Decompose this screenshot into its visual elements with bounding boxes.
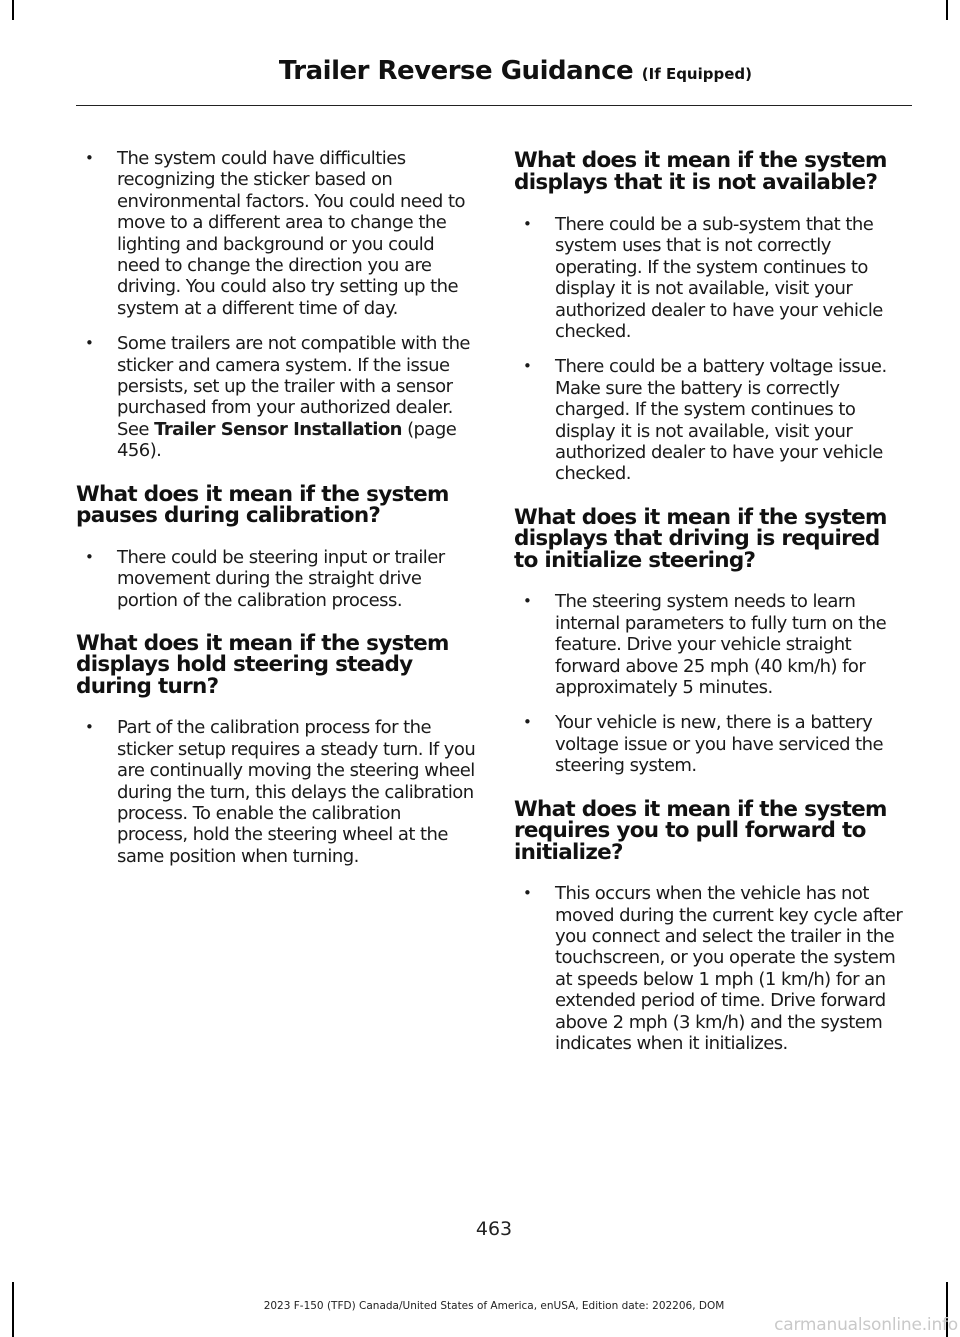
bullet-item: • There could be a battery voltage issue. Make sure the battery is correctly charged. If the system continues to display it is not available, visit your authorized dealer to have your vehicle checked. (514, 356, 910, 484)
bullet-item: • Your vehicle is new, there is a battery voltage issue or you have serviced the steering system. (514, 712, 910, 776)
crop-mark-top-right (946, 0, 948, 20)
cross-reference-link[interactable]: Trailer Sensor Installation (154, 418, 402, 440)
bullet-item: • There could be steering input or trailer movement during the straight drive portion of the calibration process. (76, 547, 476, 611)
section-heading: What does it mean if the system requires you to pull forward to initialize? (514, 796, 887, 865)
footer-edition: 2023 F-150 (TFD) Canada/United States of America, enUSA, Edition date: 202206, DOM (263, 1300, 725, 1312)
section-heading: What does it mean if the system displays hold steering steady during turn? (76, 630, 449, 699)
bullet-item: • There could be a sub-system that the system uses that is not correctly operating. If the system continues to display it is not available, visit your authorized dealer to have your vehicle checked. (514, 214, 910, 342)
bullet-text: Some trailers are not compatible with the sticker and camera system. If the issue persists, set up the trailer with a sensor purchased from your authorized dealer. See (117, 333, 470, 440)
section-heading: What does it mean if the system displays that it is not available? (514, 148, 887, 195)
title-text: Trailer Reverse Guidance (278, 56, 634, 86)
title-subtitle: (If Equipped) (641, 65, 752, 83)
right-column (514, 148, 910, 1068)
bullet-item: • The system could have difficulties recognizing the sticker based on environmental factors. You could need to move to a different area to change the lighting and background or you could need to change the direction you are driving. You could also try setting up the system at a different time of day. (76, 148, 476, 319)
left-column (76, 148, 476, 881)
page-reference: (page 456). (117, 418, 457, 462)
bullet-item: • The steering system needs to learn internal parameters to fully turn on the feature. Drive your vehicle straight forward above 25 mph (40 km/h) for approximately 5 minutes. (514, 591, 910, 698)
page-title (279, 56, 752, 86)
section-heading: What does it mean if the system displays that driving is required to initialize steering? (514, 504, 887, 573)
bullet-item (76, 333, 476, 461)
section-heading: What does it mean if the system pauses during calibration? (76, 481, 449, 529)
header-rule (76, 105, 912, 106)
watermark: carmanualsonline.info (774, 1315, 958, 1335)
crop-mark-top-left (12, 0, 14, 20)
page-number: 463 (475, 1218, 513, 1240)
bullet-item: • This occurs when the vehicle has not moved during the current key cycle after you connect and select the trailer in the touchscreen, or you operate the system at speeds below 1 mph (1 km/h) for an extended period of time. Drive forward above 2 mph (3 km/h) and the system indicates when it initializes. (514, 883, 910, 1054)
bullet-item: • Part of the calibration process for the sticker setup requires a steady turn. If you are continually moving the steering wheel during the turn, this delays the calibration process. To enable the calibration process, hold the steering wheel at the same position when turning. (76, 717, 476, 867)
